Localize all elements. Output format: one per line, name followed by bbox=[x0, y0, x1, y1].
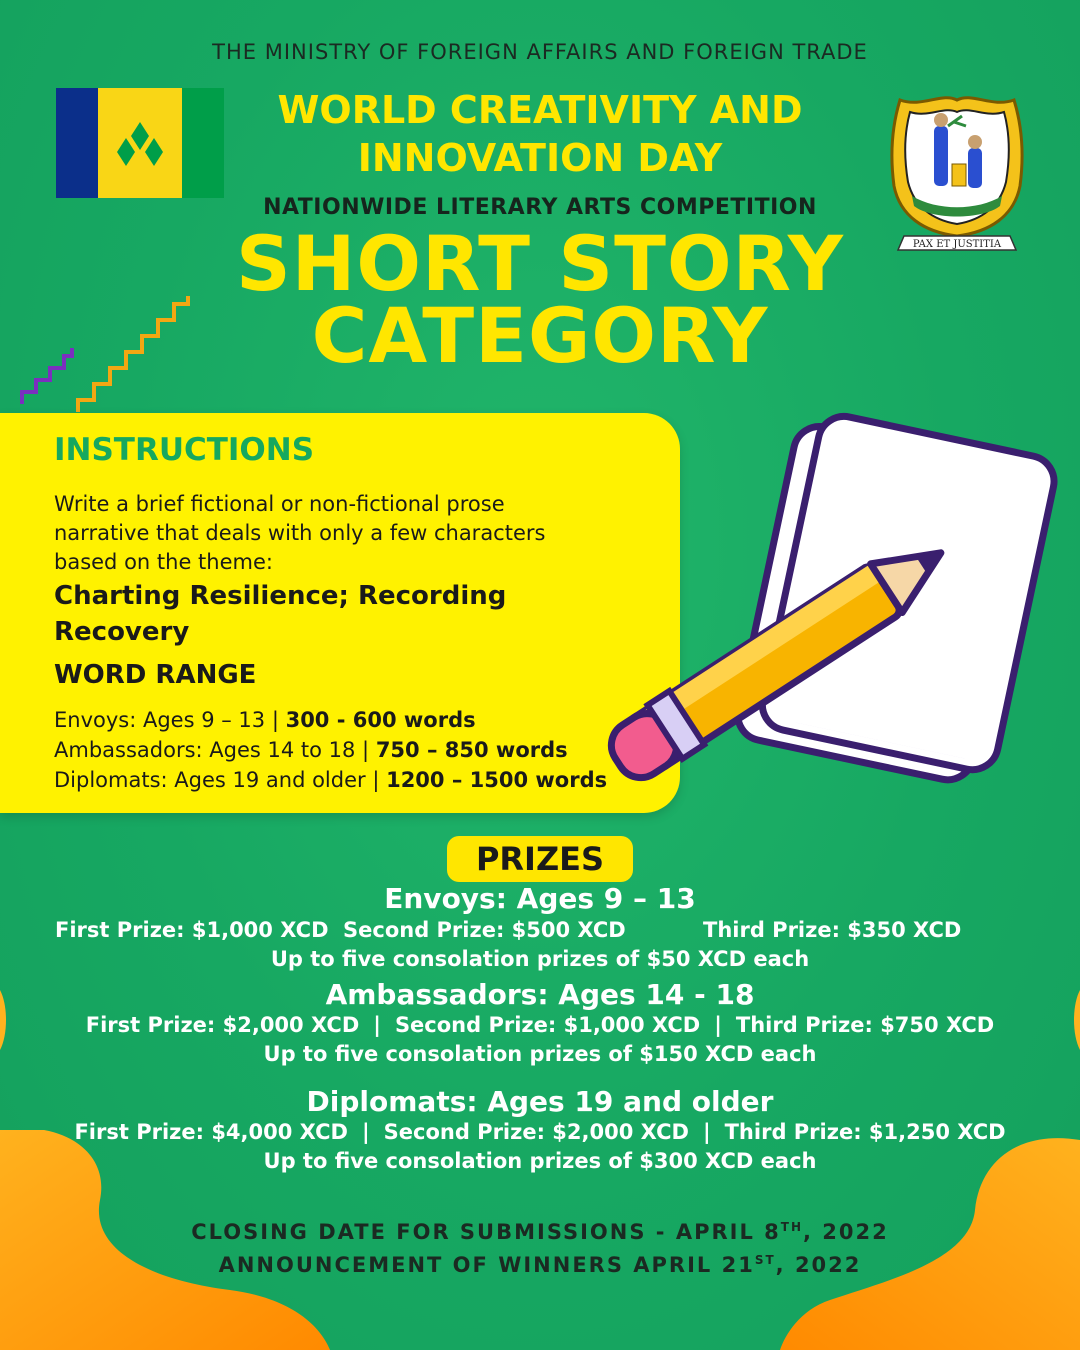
envoys-first-prize: First Prize: $1,000 XCD bbox=[55, 918, 329, 942]
envoys-second-prize: Second Prize: $500 XCD bbox=[343, 918, 626, 942]
word-range-label: Ambassadors: Ages 14 to 18 | bbox=[54, 738, 376, 762]
closing-date-prefix: CLOSING DATE FOR SUBMISSIONS - APRIL 8 bbox=[191, 1220, 781, 1244]
separator: | bbox=[714, 1013, 722, 1037]
envoys-consolation: Up to five consolation prizes of $50 XCD each bbox=[270, 947, 810, 971]
instructions-text-line3: based on the theme: bbox=[54, 550, 273, 574]
closing-date-suffix-sup: TH bbox=[780, 1220, 803, 1234]
separator: | bbox=[373, 1013, 381, 1037]
diplomats-prize-row bbox=[0, 1120, 1080, 1144]
competition-name: NATIONWIDE LITERARY ARTS COMPETITION bbox=[263, 195, 817, 220]
word-range-words: 750 – 850 words bbox=[375, 738, 568, 762]
crest-motto: PAX ET JUSTITIA bbox=[912, 239, 1002, 250]
winners-date-year: , 2022 bbox=[775, 1253, 862, 1277]
ambassadors-third-prize: Third Prize: $750 XCD bbox=[735, 1013, 995, 1037]
separator: | bbox=[702, 1120, 711, 1144]
event-title-line2: INNOVATION DAY bbox=[357, 136, 723, 180]
instructions-text-line1: Write a brief fictional or non-fictional prose bbox=[54, 492, 505, 516]
closing-date bbox=[0, 1220, 1080, 1244]
category-title-line1: SHORT STORY bbox=[236, 219, 844, 308]
word-range-title: WORD RANGE bbox=[54, 660, 257, 690]
ministry-name: THE MINISTRY OF FOREIGN AFFAIRS AND FOREIGN TRADE bbox=[212, 40, 868, 64]
separator: | bbox=[361, 1120, 370, 1144]
coat-of-arms-icon bbox=[882, 86, 1032, 264]
word-range-words: 1200 – 1500 words bbox=[386, 768, 608, 792]
ambassadors-consolation: Up to five consolation prizes of $150 XCD each bbox=[263, 1042, 817, 1066]
ambassadors-first-prize: First Prize: $2,000 XCD bbox=[85, 1013, 360, 1037]
word-range-label: Diplomats: Ages 19 and older | bbox=[54, 768, 387, 792]
theme-line2: Recovery bbox=[54, 617, 190, 647]
ambassadors-prize-row bbox=[0, 1013, 1080, 1037]
ambassadors-second-prize: Second Prize: $1,000 XCD bbox=[394, 1013, 701, 1037]
diplomats-heading: Diplomats: Ages 19 and older bbox=[306, 1085, 774, 1118]
winners-date-suffix-sup: ST bbox=[754, 1253, 776, 1267]
instructions-text-line2: narrative that deals with only a few characters bbox=[54, 521, 546, 545]
closing-date-year: , 2022 bbox=[803, 1220, 889, 1244]
envoys-heading: Envoys: Ages 9 – 13 bbox=[384, 882, 696, 915]
paper-pencil-icon bbox=[560, 392, 1060, 802]
event-title-line1: WORLD CREATIVITY AND bbox=[277, 88, 803, 132]
diplomats-second-prize: Second Prize: $2,000 XCD bbox=[383, 1120, 689, 1144]
prizes-title: PRIZES bbox=[447, 836, 633, 882]
theme-line1: Charting Resilience; Recording bbox=[54, 581, 507, 611]
winners-date-prefix: ANNOUNCEMENT OF WINNERS APRIL 21 bbox=[218, 1253, 755, 1277]
ambassadors-heading: Ambassadors: Ages 14 - 18 bbox=[325, 978, 755, 1011]
national-flag-icon bbox=[56, 88, 224, 198]
word-range-label: Envoys: Ages 9 – 13 | bbox=[54, 708, 286, 732]
envoys-third-prize: Third Prize: $350 XCD bbox=[703, 918, 962, 942]
category-title-line2: CATEGORY bbox=[311, 291, 769, 380]
instructions-title: INSTRUCTIONS bbox=[54, 432, 315, 468]
winners-date bbox=[0, 1253, 1080, 1277]
diplomats-third-prize: Third Prize: $1,250 XCD bbox=[724, 1120, 1006, 1144]
diplomats-consolation: Up to five consolation prizes of $300 XCD each bbox=[263, 1149, 817, 1173]
zigzag-decoration bbox=[20, 292, 200, 422]
diplomats-first-prize: First Prize: $4,000 XCD bbox=[74, 1120, 348, 1144]
word-range-words: 300 - 600 words bbox=[285, 708, 476, 732]
